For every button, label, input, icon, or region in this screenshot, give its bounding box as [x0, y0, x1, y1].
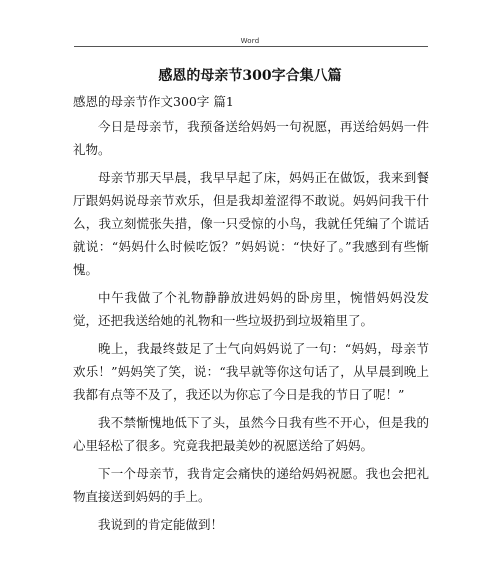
paragraph: 中午我做了个礼物静静放进妈妈的卧房里，惋惜妈妈没发觉，还把我送给她的礼物和一些垃圾扔到垃圾箱里了。 — [73, 290, 429, 328]
paragraph: 我说到的肯定能做到！ — [98, 517, 224, 532]
document-title: 感恩的母亲节300字合集八篇 — [158, 68, 342, 84]
header-divider — [74, 46, 428, 47]
paragraph: 今日是母亲节，我预备送给妈妈一句祝愿，再送给妈妈一件礼物。 — [73, 119, 429, 157]
document-body — [73, 115, 429, 541]
page-header-label: Word — [240, 37, 260, 45]
paragraph: 母亲节那天早晨，我早早起了床，妈妈正在做饭，我来到餐厅跟妈妈说母亲节欢乐，但是我却羞涩得不敢说。妈妈问我干什么，我立刻慌张失措，像一只受惊的小鸟，我就任凭编了个谎话就说：“妈妈什么时候吃饭？”妈妈说：“快好了。”我感到有些惭愧。 — [73, 170, 429, 277]
paragraph: 下一个母亲节，我肯定会痛快的递给妈妈祝愿。我也会把礼物直接送到妈妈的手上。 — [73, 466, 429, 504]
paragraph: 晚上，我最终鼓足了士气向妈妈说了一句：“妈妈，母亲节欢乐！”妈妈笑了笑，说：“我早就等你这句话了，从早晨到晚上我都有点等不及了，我还以为你忘了今日是我的节日了呢！” — [73, 341, 429, 402]
paragraph: 我不禁惭愧地低下了头，虽然今日我有些不开心，但是我的心里轻松了很多。究竟我把最美妙的祝愿送给了妈妈。 — [73, 415, 429, 453]
section-heading: 感恩的母亲节作文300字 篇1 — [73, 94, 234, 109]
